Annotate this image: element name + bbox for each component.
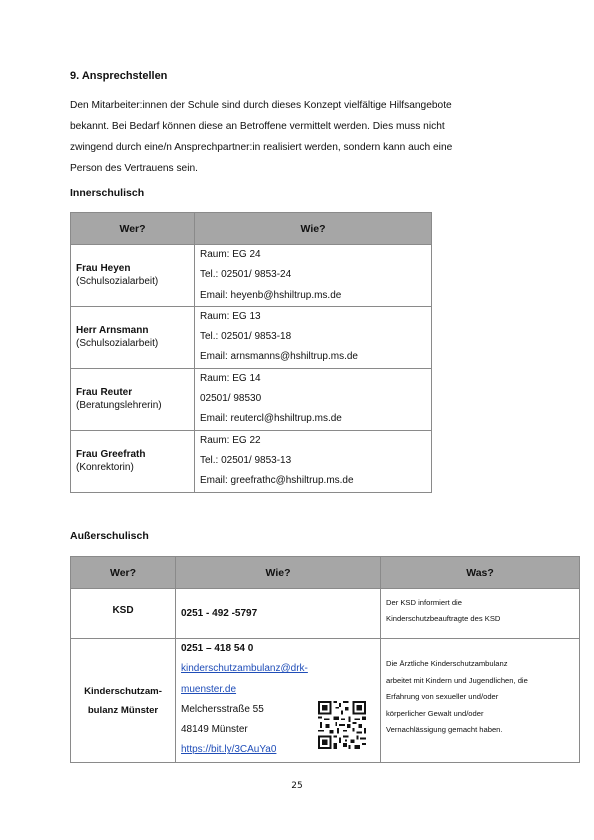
ksd-name: KSD	[71, 589, 176, 639]
outer-heading: Außerschulisch	[70, 530, 149, 542]
table-row	[71, 589, 580, 639]
table-header-row	[71, 557, 580, 589]
kinderschutz-city: 48149 Münster	[181, 724, 248, 736]
qr-code-icon[interactable]	[318, 701, 366, 749]
contact-role: (Konrektorin)	[76, 462, 134, 474]
inner-contacts-table	[70, 212, 432, 493]
kinderschutz-email-link[interactable]: kinderschutzambulanz@drk-	[181, 663, 308, 675]
table-row	[71, 306, 432, 368]
contact-room: Raum: EG 22	[200, 434, 261, 446]
contact-phone: Tel.: 02501/ 9853-24	[200, 269, 292, 281]
kinderschutz-phone: 0251 – 418 54 0	[181, 643, 254, 654]
contact-email: Email: heyenb@hshiltrup.ms.de	[200, 289, 342, 301]
description-line: Kinderschutzbeauftragte des KSD	[386, 614, 501, 623]
col-header-what: Was?	[381, 557, 580, 589]
inner-heading: Innerschulisch	[70, 187, 145, 199]
description-line: körperlicher Gewalt und/oder	[386, 708, 484, 718]
col-header-how: Wie?	[195, 213, 432, 245]
kinderschutz-email-link-cont[interactable]: muenster.de	[181, 683, 237, 695]
description-line: Vernachlässigung gemacht haben.	[386, 725, 503, 734]
section-title: 9. Ansprechstellen	[70, 70, 168, 82]
name-line: Kinderschutzam-	[84, 685, 162, 697]
contact-how	[195, 245, 432, 307]
kinderschutz-contact	[176, 639, 381, 763]
contact-who	[71, 430, 195, 492]
contact-name: Herr Arnsmann	[76, 325, 149, 337]
description-line: arbeitet mit Kindern und Jugendlichen, die	[386, 675, 528, 685]
contact-name: Frau Reuter	[76, 387, 133, 399]
description-line: Der KSD informiert die	[386, 598, 462, 607]
contact-phone: 02501/ 98530	[200, 393, 262, 405]
name-line: bulanz Münster	[87, 704, 159, 716]
kinderschutz-description	[381, 639, 580, 763]
contact-email: Email: arnsmanns@hshiltrup.ms.de	[200, 351, 358, 363]
contact-name: Frau Heyen	[76, 263, 131, 275]
contact-phone: Tel.: 02501/ 9853-18	[200, 331, 292, 343]
contact-email: Email: greefrathc@hshiltrup.ms.de	[200, 475, 354, 487]
description-line: Die Ärztliche Kinderschutzambulanz	[386, 659, 508, 668]
table-row	[71, 245, 432, 307]
contact-email: Email: reutercl@hshiltrup.ms.de	[200, 413, 342, 425]
ksd-description	[381, 589, 580, 639]
col-header-who: Wer?	[71, 557, 176, 589]
outer-contacts-table	[70, 556, 580, 763]
contact-role: (Beratungslehrerin)	[76, 400, 162, 412]
kinderschutz-street: Melchersstraße 55	[181, 703, 264, 715]
contact-how	[195, 306, 432, 368]
contact-room: Raum: EG 14	[200, 372, 261, 384]
intro-paragraph	[70, 95, 530, 179]
contact-who	[71, 368, 195, 430]
contact-role: (Schulsozialarbeit)	[76, 338, 159, 350]
col-header-who: Wer?	[71, 213, 195, 245]
description-line: Erfahrung von sexueller und/oder	[386, 692, 499, 701]
kinderschutz-url-link[interactable]: https://bit.ly/3CAuYa0	[181, 744, 277, 756]
intro-line: Den Mitarbeiter:innen der Schule sind durch dieses Konzept vielfältige Hilfsangebote	[70, 100, 452, 111]
contact-name: Frau Greefrath	[76, 449, 146, 461]
contact-how	[195, 430, 432, 492]
intro-line: Person des Vertrauens sein.	[70, 163, 198, 174]
table-row	[71, 368, 432, 430]
contact-room: Raum: EG 24	[200, 249, 261, 260]
ksd-phone: 0251 - 492 -5797	[176, 589, 381, 639]
contact-role: (Schulsozialarbeit)	[76, 276, 159, 288]
table-header-row	[71, 213, 432, 245]
table-row	[71, 430, 432, 492]
col-header-how: Wie?	[176, 557, 381, 589]
contact-who	[71, 245, 195, 307]
kinderschutz-name	[71, 639, 176, 763]
contact-who	[71, 306, 195, 368]
intro-line: zwingend durch eine/n Ansprechpartner:in realisiert werden, sondern kann auch eine	[70, 142, 453, 153]
table-row	[71, 639, 580, 763]
contact-room: Raum: EG 13	[200, 310, 261, 322]
intro-line: bekannt. Bei Bedarf können diese an Betroffene vermittelt werden. Dies muss nicht	[70, 121, 445, 132]
contact-phone: Tel.: 02501/ 9853-13	[200, 454, 292, 466]
page-number: 25	[291, 781, 303, 791]
contact-how	[195, 368, 432, 430]
